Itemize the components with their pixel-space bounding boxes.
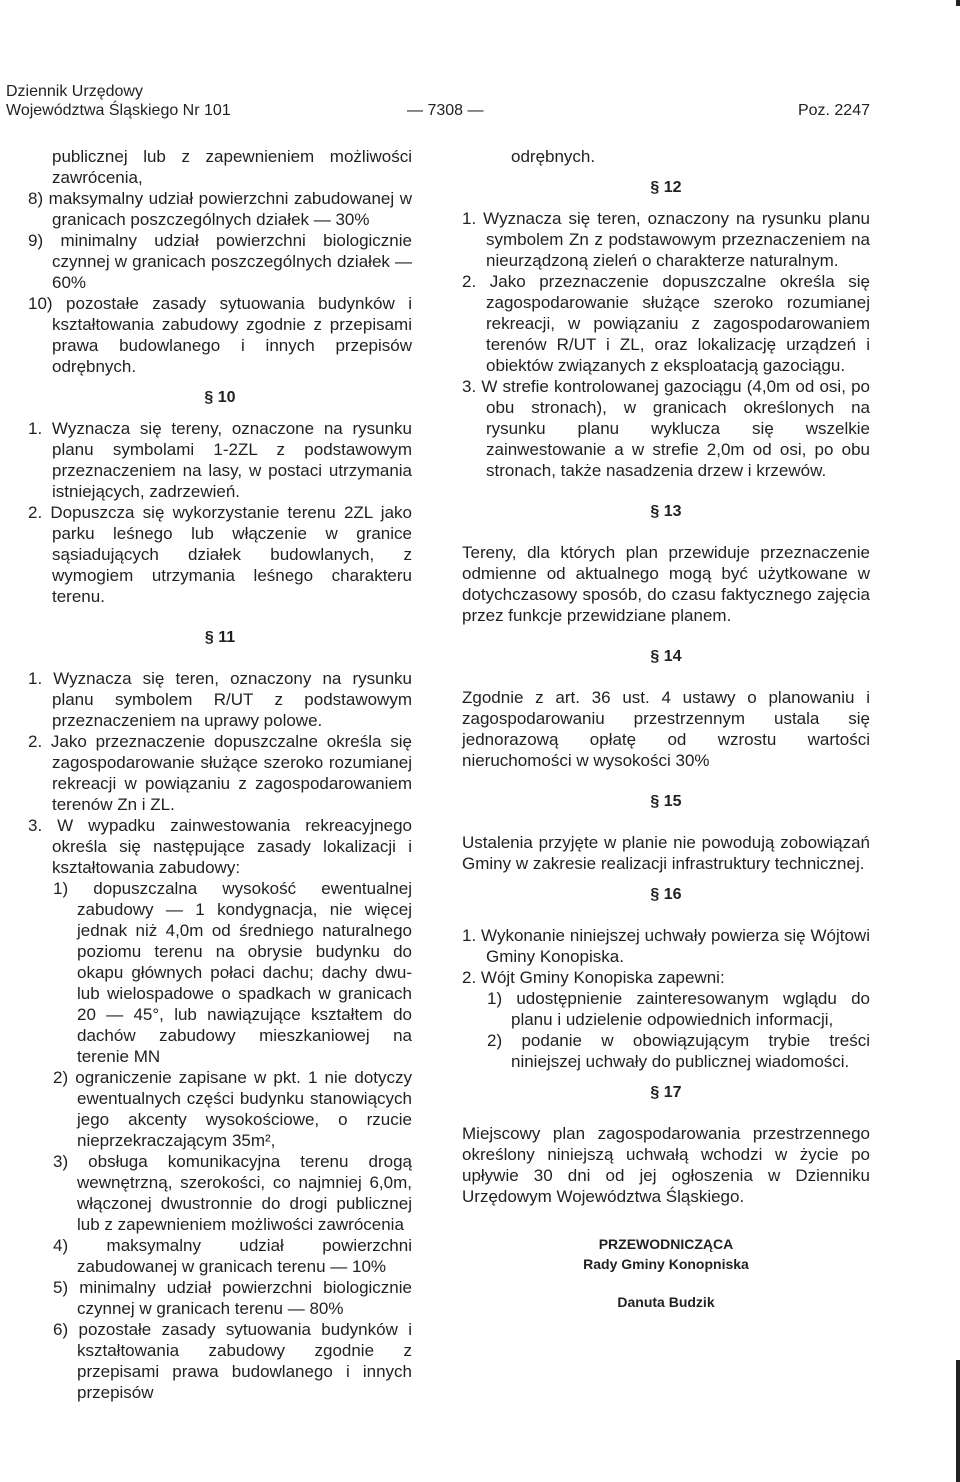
paragraph: 2. Jako przeznaczenie dopuszczalne określa się zagospodarowanie służące szeroko rozumianej rekreacji, w powiązaniu z zagospodarowaniem terenów R/UT i ZL, oraz lokalizację urządzeń i obiektów związanych z eksploatacją gazociągu. <box>462 272 870 375</box>
paragraph: 2. Jako przeznaczenie dopuszczalne określa się zagospodarowanie służące szeroko rozumianej rekreacji w powiązaniu z zagospodarowaniem terenów Zn i ZL. <box>28 732 412 814</box>
list-item: 1) udostępnienie zainteresowanym wglądu do planu i udzielenie odpowiednich informacji, <box>487 989 870 1029</box>
paragraph: 1. Wyznacza się teren, oznaczony na rysunku planu symbolem Zn z podstawowym przeznaczeniem na nieurządzoną zieleń o charakterze naturalnym. <box>462 209 870 270</box>
paragraph: 3. W strefie kontrolowanej gazociągu (4,0m od osi, po obu stronach), w granicach określonych na rysunku planu wyklucza się wszelkie zainwestowanie a w strefie 2,0m od osi, po obu stronach, także nasadzenia drzew i krzewów. <box>462 377 870 480</box>
journal-title-line2: Województwa Śląskiego Nr 101 <box>6 102 231 119</box>
paragraph: Tereny, dla których plan przewiduje przeznaczenie odmienne od aktualnego mogą być użytkowane w dotychczasowy sposób, do czasu faktycznego zajęcia przez funkcje przewidziane planem. <box>462 543 870 625</box>
list-item: 10) pozostałe zasady sytuowania budynków i kształtowania zabudowy zgodnie z przepisami prawa budowlanego i innych przepisów odrębnych. <box>28 294 412 376</box>
paragraph: publicznej lub z zapewnieniem możliwości zawrócenia, <box>52 147 412 187</box>
list-item: 3) obsługa komunikacyjna terenu drogą wewnętrzną, szerokości, co najmniej 6,0m, włączonej dwustronnie do drogi publicznej lub z zapewnieniem możliwości zawrócenia <box>53 1152 412 1234</box>
list-item: 9) minimalny udział powierzchni biologicznie czynnej w granicach poszczególnych działek — 60% <box>28 231 412 292</box>
section-heading: § 15 <box>650 793 682 810</box>
signature-title: PRZEWODNICZĄCA <box>598 1236 734 1252</box>
paragraph: 1. Wykonanie niniejszej uchwały powierza się Wójtowi Gminy Konopiska. <box>462 926 870 966</box>
page-edge-mark <box>956 0 960 6</box>
list-item: 4) maksymalny udział powierzchni zabudowanej w granicach terenu — 10% <box>53 1236 412 1276</box>
paragraph: Zgodnie z art. 36 ust. 4 ustawy o planowaniu i zagospodarowaniu przestrzennym ustala się jednorazową opłatę od wzrostu wartości nieruchomości w wysokości 30% <box>462 688 870 770</box>
list-item: 1) dopuszczalna wysokość ewentualnej zabudowy — 1 kondygnacja, nie więcej jednak niż 4,0m od średniego naturalnego poziomu terenu na obrysie budynku do okapu głównych połaci dachu; dachy dwu- lub wielospadowe o spadkach w granicach 20 — 45°, lub nawiązujące kształtem do dachów zabudowy mieszkaniowej na terenie MN <box>53 879 412 1066</box>
paragraph: odrębnych. <box>511 147 596 166</box>
paragraph: 2. Wójt Gminy Konopiska zapewni: <box>462 968 725 987</box>
position-number: Poz. 2247 <box>797 102 870 119</box>
section-heading: § 17 <box>650 1084 682 1101</box>
left-column <box>28 146 412 1403</box>
paragraph: 3. W wypadku zainwestowania rekreacyjnego określa się następujące zasady lokalizacji i kształtowania zabudowy: <box>28 816 412 877</box>
signature-body: Rady Gminy Konopniska <box>583 1256 749 1272</box>
page-number: — 7308 — <box>407 102 484 119</box>
list-item: 2) podanie w obowiązującym trybie treści niniejszej uchwały do publicznej wiadomości. <box>487 1031 870 1071</box>
section-heading: § 13 <box>650 503 682 520</box>
list-item: 5) minimalny udział powierzchni biologicznie czynnej w granicach terenu — 80% <box>53 1278 412 1318</box>
list-item: 2) ograniczenie zapisane w pkt. 1 nie dotyczy ewentualnych części budynku stanowiących jego akcenty wysokościowe, o rzucie nieprzekraczającym 35m², <box>53 1068 412 1150</box>
paragraph: 1. Wyznacza się teren, oznaczony na rysunku planu symbolem R/UT z podstawowym przeznaczeniem na uprawy polowe. <box>28 669 412 730</box>
paragraph: 2. Dopuszcza się wykorzystanie terenu 2ZL jako parku leśnego lub włączenie w granice sąsiadujących działek budowlanych, z wymogiem utrzymania leśnego charakteru terenu. <box>28 503 412 606</box>
journal-title-line1: Dziennik Urzędowy <box>6 83 143 100</box>
paragraph: 1. Wyznacza się tereny, oznaczone na rysunku planu symbolami 1-2ZL z podstawowym przeznaczeniem na lasy, w postaci utrzymania istniejących, zadrzewień. <box>28 419 412 501</box>
section-heading: § 16 <box>650 886 682 903</box>
paragraph: Miejscowy plan zagospodarowania przestrzennego określony niniejszą uchwałą wchodzi w życie po upływie 30 dni od jej ogłoszenia w Dzienniku Urzędowym Województwa Śląskiego. <box>462 1124 870 1206</box>
signature-name: Danuta Budzik <box>617 1294 715 1310</box>
page-edge-bar <box>956 1360 960 1482</box>
list-item: 8) maksymalny udział powierzchni zabudowanej w granicach poszczególnych działek — 30% <box>28 189 412 229</box>
right-column <box>462 146 870 1312</box>
section-heading: § 12 <box>650 179 682 196</box>
list-item: 6) pozostałe zasady sytuowania budynków i kształtowania zabudowy zgodnie z przepisami prawa budowlanego i innych przepisów <box>53 1320 412 1402</box>
section-heading: § 14 <box>650 648 682 665</box>
signature-block <box>462 1234 870 1312</box>
paragraph: Ustalenia przyjęte w planie nie powodują zobowiązań Gminy w zakresie realizacji infrastruktury technicznej. <box>462 833 870 873</box>
section-heading: § 11 <box>204 629 236 646</box>
journal-title <box>6 82 231 120</box>
section-heading: § 10 <box>204 389 236 406</box>
